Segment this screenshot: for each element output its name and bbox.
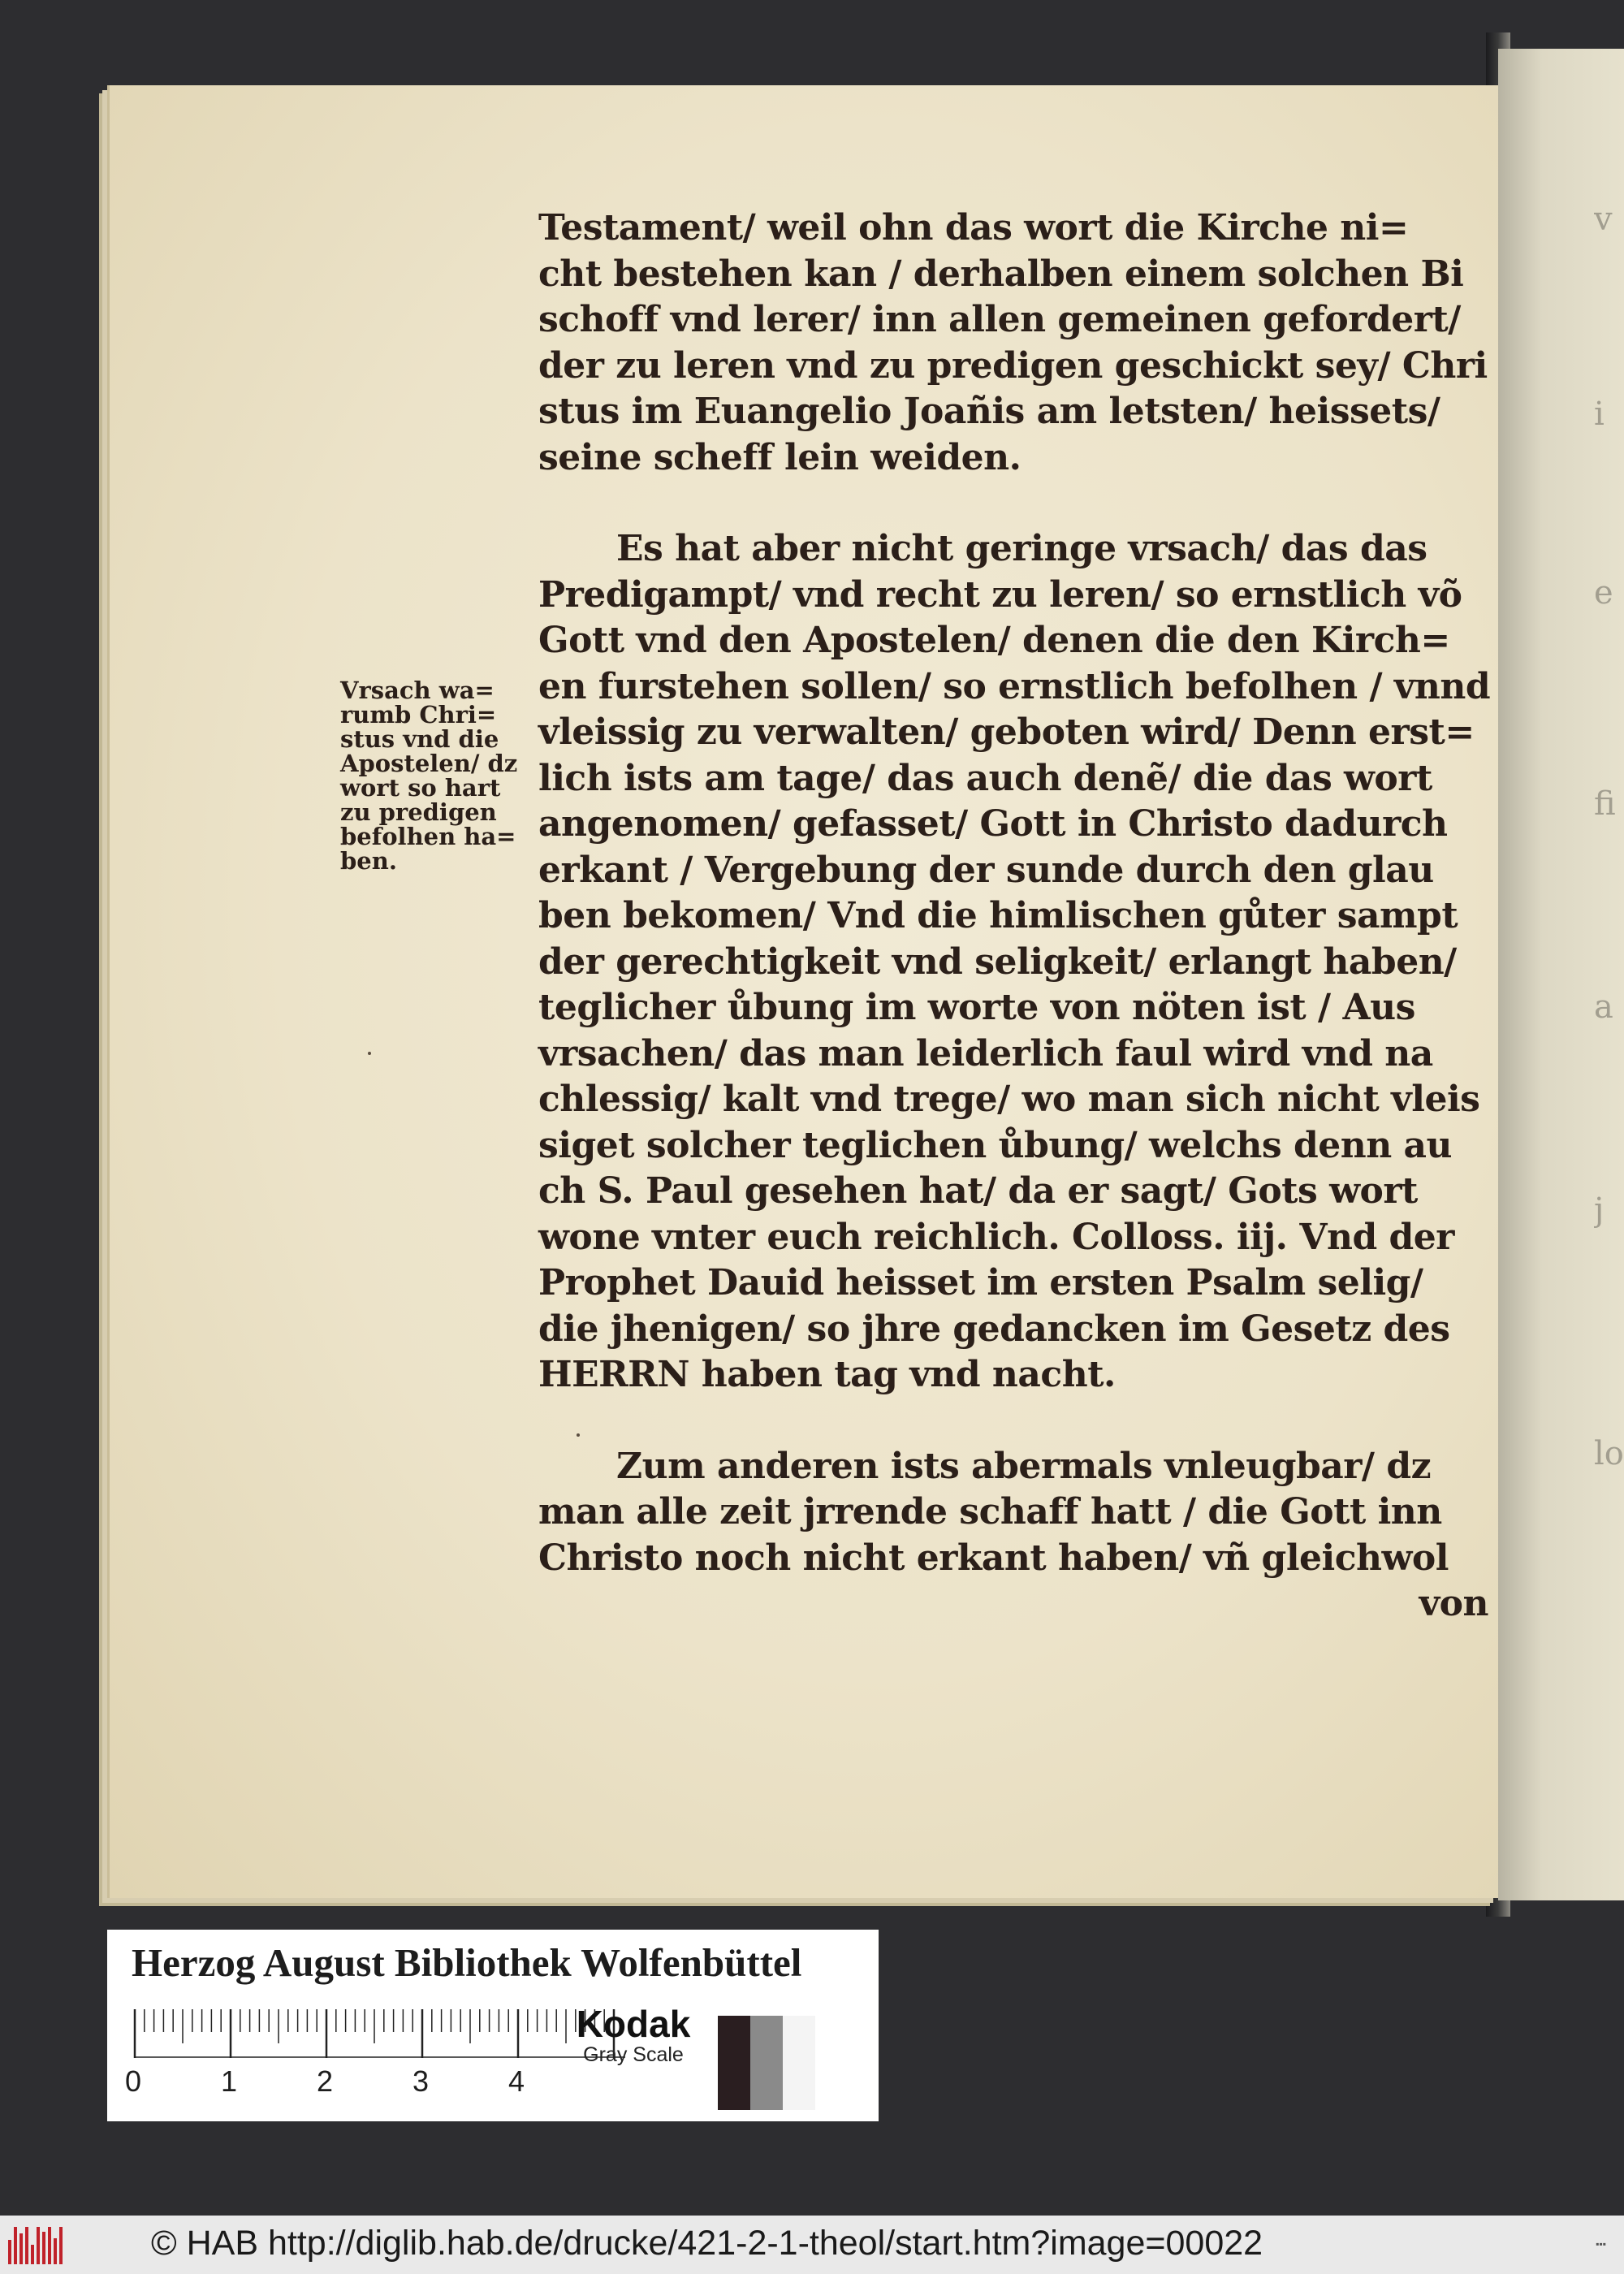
logo-bar [14, 2227, 17, 2264]
logo-bar [8, 2240, 11, 2264]
gray-patch [783, 2016, 815, 2110]
gray-patch [750, 2016, 783, 2110]
adjacent-page-edge: v i e fi a j lo [1498, 49, 1624, 1900]
ruler-numbers [125, 2064, 645, 2105]
ruler-number: 3 [412, 2064, 430, 2098]
paper-speck [368, 1052, 371, 1055]
logo-bar [25, 2227, 28, 2264]
marginal-line: stus vnd die [340, 725, 499, 753]
text-line: die jhenigen/ so jhre gedancken im Gesetz des [538, 1308, 1450, 1350]
marginal-line: wort so hart [340, 774, 501, 802]
institution-name: Herzog August Bibliothek Wolfenbüttel [132, 1940, 802, 1985]
logo-bar [42, 2232, 45, 2264]
text-line: ch S. Paul gesehen hat/ da er sagt/ Gots wort [538, 1170, 1418, 1212]
text-line: Gott vnd den Apostelen/ denen die den Kirch= [538, 620, 1450, 661]
text-line: Es hat aber nicht geringe vrsach/ das das [616, 528, 1427, 569]
gray-scale-patches [718, 2016, 815, 2110]
text-line: wone vnter euch reichlich. Colloss. iij. Vnd der [538, 1216, 1454, 1258]
footer-bar [0, 2216, 1624, 2274]
text-line: ben bekomen/ Vnd die himlischen gůter sampt [538, 895, 1458, 936]
marginal-line: ben. [340, 847, 397, 875]
text-line: Prophet Dauid heisset im ersten Psalm selig/ [538, 1262, 1423, 1303]
text-line: stus im Euangelio Joañis am letsten/ heissets/ [538, 391, 1440, 432]
logo-bar [31, 2245, 34, 2264]
text-line: lich ists am tage/ das auch denẽ/ die das wort [538, 757, 1432, 799]
marginal-line: Apostelen/ dz [340, 750, 518, 777]
text-line: der gerechtigkeit vnd seligkeit/ erlangt haben/ [538, 940, 1457, 983]
book-page [107, 85, 1498, 1898]
text-line: teglicher ůbung im worte von nöten ist / Aus [538, 987, 1415, 1028]
marginal-line: zu predigen [340, 798, 497, 826]
footer-mark: ▪▪▪ [1596, 2238, 1606, 2250]
text-line: chlessig/ kalt vnd trege/ wo man sich nicht vleis [538, 1079, 1480, 1120]
catchword: von [1419, 1583, 1488, 1624]
text-line: siget solcher teglichen ůbung/ welchs denn au [538, 1124, 1453, 1166]
marginal-line: rumb Chri= [340, 701, 497, 728]
ruler-number: 2 [317, 2064, 334, 2098]
logo-bar [37, 2227, 40, 2264]
ruler-number: 4 [508, 2064, 525, 2098]
ruler-number: 1 [221, 2064, 238, 2098]
text-line: cht bestehen kan / derhalben einem solchen Bi [538, 253, 1464, 295]
text-line: HERRN haben tag vnd nacht. [538, 1354, 1116, 1395]
citation-link[interactable]: © HAB http://diglib.hab.de/drucke/421-2-1-theol/start.htm?image=00022 [151, 2224, 1263, 2263]
text-line: schoff vnd lerer/ inn allen gemeinen gefordert/ [538, 299, 1461, 340]
logo-bar [48, 2227, 51, 2264]
text-line: seine scheff lein weiden. [538, 436, 1021, 478]
kodak-subtitle: Gray Scale [583, 2043, 684, 2066]
marginal-line: Vrsach wa= [340, 677, 495, 704]
text-line: Testament/ weil ohn das wort die Kirche ni= [538, 207, 1409, 249]
text-line: angenomen/ gefasset/ Gott in Christo dadurch [538, 803, 1448, 845]
text-line: vrsachen/ das man leiderlich faul wird vnd na [538, 1032, 1433, 1074]
text-line: man alle zeit jrrende schaff hatt / die Gott inn [538, 1491, 1442, 1533]
gray-patch [718, 2016, 750, 2110]
text-line: Christo noch nicht erkant haben/ vñ gleichwol [538, 1537, 1449, 1579]
text-line: vleissig zu verwalten/ geboten wird/ Denn erst= [538, 711, 1475, 753]
paragraph-gap [538, 1399, 1513, 1444]
marginal-line: befolhen ha= [340, 823, 516, 850]
text-line: en furstehen sollen/ so ernstlich befolhen / vnnd [538, 665, 1491, 707]
library-color-target [107, 1930, 879, 2121]
hab-logo-icon [8, 2227, 63, 2264]
main-text-block [538, 205, 1513, 1628]
ruler-number: 0 [125, 2064, 142, 2098]
logo-bar [19, 2233, 23, 2264]
text-line: Zum anderen ists abermals vnleugbar/ dz [616, 1445, 1432, 1487]
logo-bar [59, 2227, 63, 2264]
text-line: Predigampt/ vnd recht zu leren/ so ernstlich võ [538, 573, 1462, 616]
paper-speck [577, 1433, 580, 1437]
text-line: der zu leren vnd zu predigen geschickt sey/ Chri [538, 344, 1488, 387]
text-line: erkant / Vergebung der sunde durch den glau [538, 849, 1434, 891]
paragraph-gap [538, 481, 1513, 526]
kodak-logo [552, 2004, 715, 2066]
kodak-brand: Kodak [576, 2003, 691, 2045]
logo-bar [54, 2238, 57, 2264]
marginal-note [340, 678, 535, 873]
